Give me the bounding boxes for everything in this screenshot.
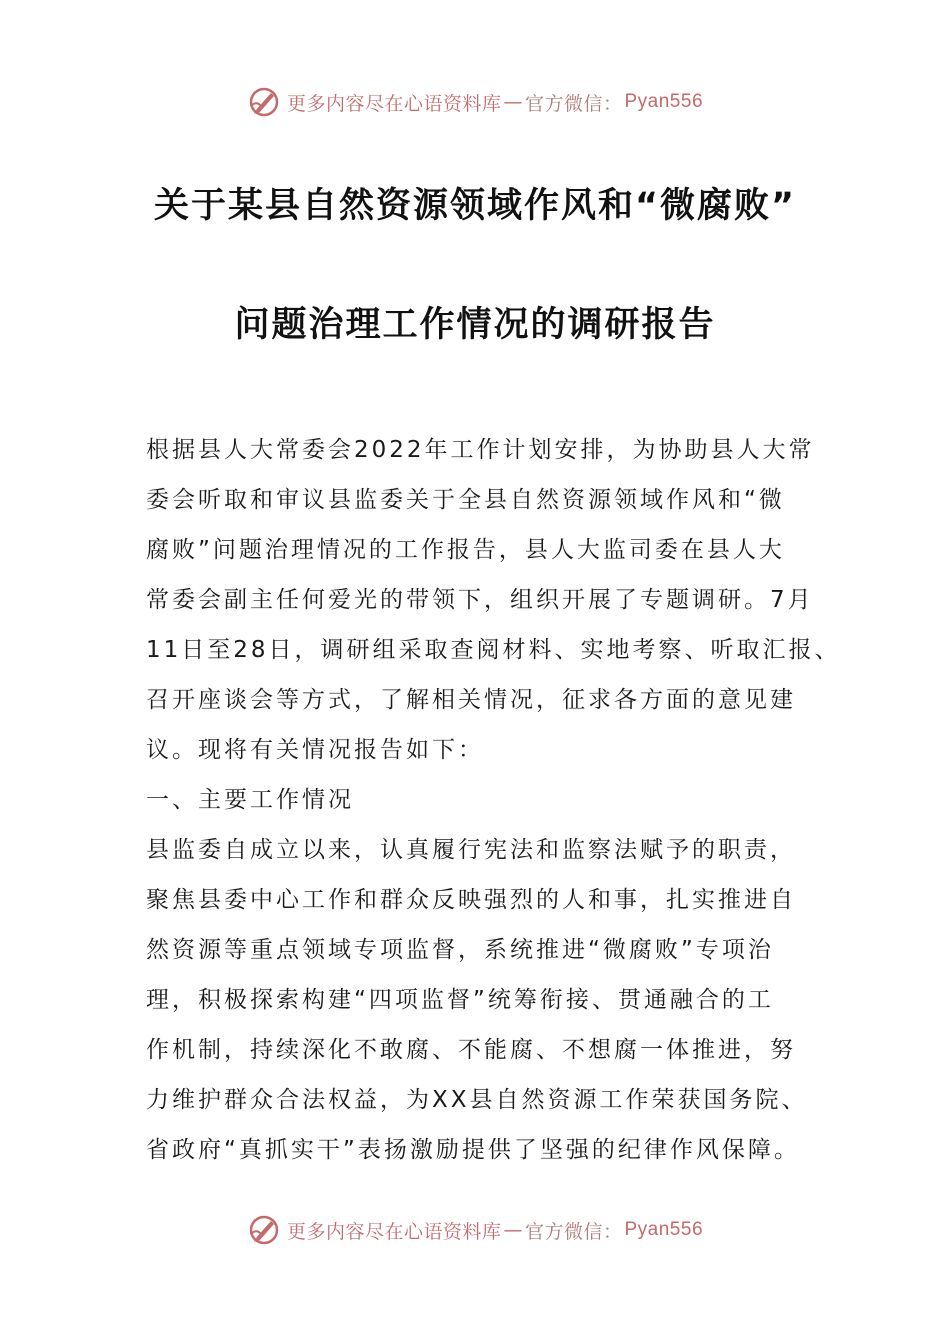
body-line: 省政府“真抓实干”表扬激励提供了坚强的纪律作风保障。 [146,1137,800,1163]
body-line: 腐败”问题治理情况的工作报告，县人大监司委在县人大 [146,537,785,563]
watermark-wechat-id: Pyan556 [624,91,704,112]
section-heading: 一、主要工作情况 [146,787,354,813]
watermark-main-text: 更多内容尽在心语资料库 [286,1220,502,1243]
pen-logo-icon [247,1213,281,1247]
watermark-dash: — [503,91,523,113]
watermark-header [0,82,950,122]
pen-logo-icon [247,85,281,119]
body-line: 力维护群众合法权益，为XX县自然资源工作荣获国务院、 [146,1087,808,1113]
document-title-line-2: 问题治理工作情况的调研报告 [234,305,716,345]
watermark-footer [0,1210,950,1250]
body-line: 作机制，持续深化不敢腐、不能腐、不想腐一体推进，努 [146,1037,796,1063]
watermark-wechat-id: Pyan556 [624,1219,704,1240]
document-body [146,425,841,1175]
watermark-main-text: 更多内容尽在心语资料库 [286,92,502,115]
body-line: 11日至28日，调研组采取查阅材料、实地考察、听取汇报、 [146,637,841,663]
body-line: 委会听取和审议县监委关于全县自然资源领域作风和“微 [146,487,785,513]
watermark-sub-text: 官方微信： [524,1220,623,1243]
body-line: 召开座谈会等方式，了解相关情况，征求各方面的意见建 [146,687,796,713]
watermark-dash: — [503,1219,523,1241]
body-line: 常委会副主任何爱光的带领下，组织开展了专题调研。7月 [146,587,814,613]
body-line: 然资源等重点领域专项监督，系统推进“微腐败”专项治 [146,937,774,963]
document-title-line-1: 关于某县自然资源领域作风和“微腐败” [153,186,796,226]
body-line: 根据县人大常委会2022年工作计划安排，为协助县人大常 [146,437,815,463]
body-line: 议。现将有关情况报告如下： [146,737,484,763]
body-line: 聚焦县委中心工作和群众反映强烈的人和事，扎实推进自 [146,887,796,913]
body-line: 理，积极探索构建“四项监督”统筹衔接、贯通融合的工 [146,987,774,1013]
watermark-sub-text: 官方微信： [524,92,623,115]
body-line: 县监委自成立以来，认真履行宪法和监察法赋予的职责， [146,837,796,863]
